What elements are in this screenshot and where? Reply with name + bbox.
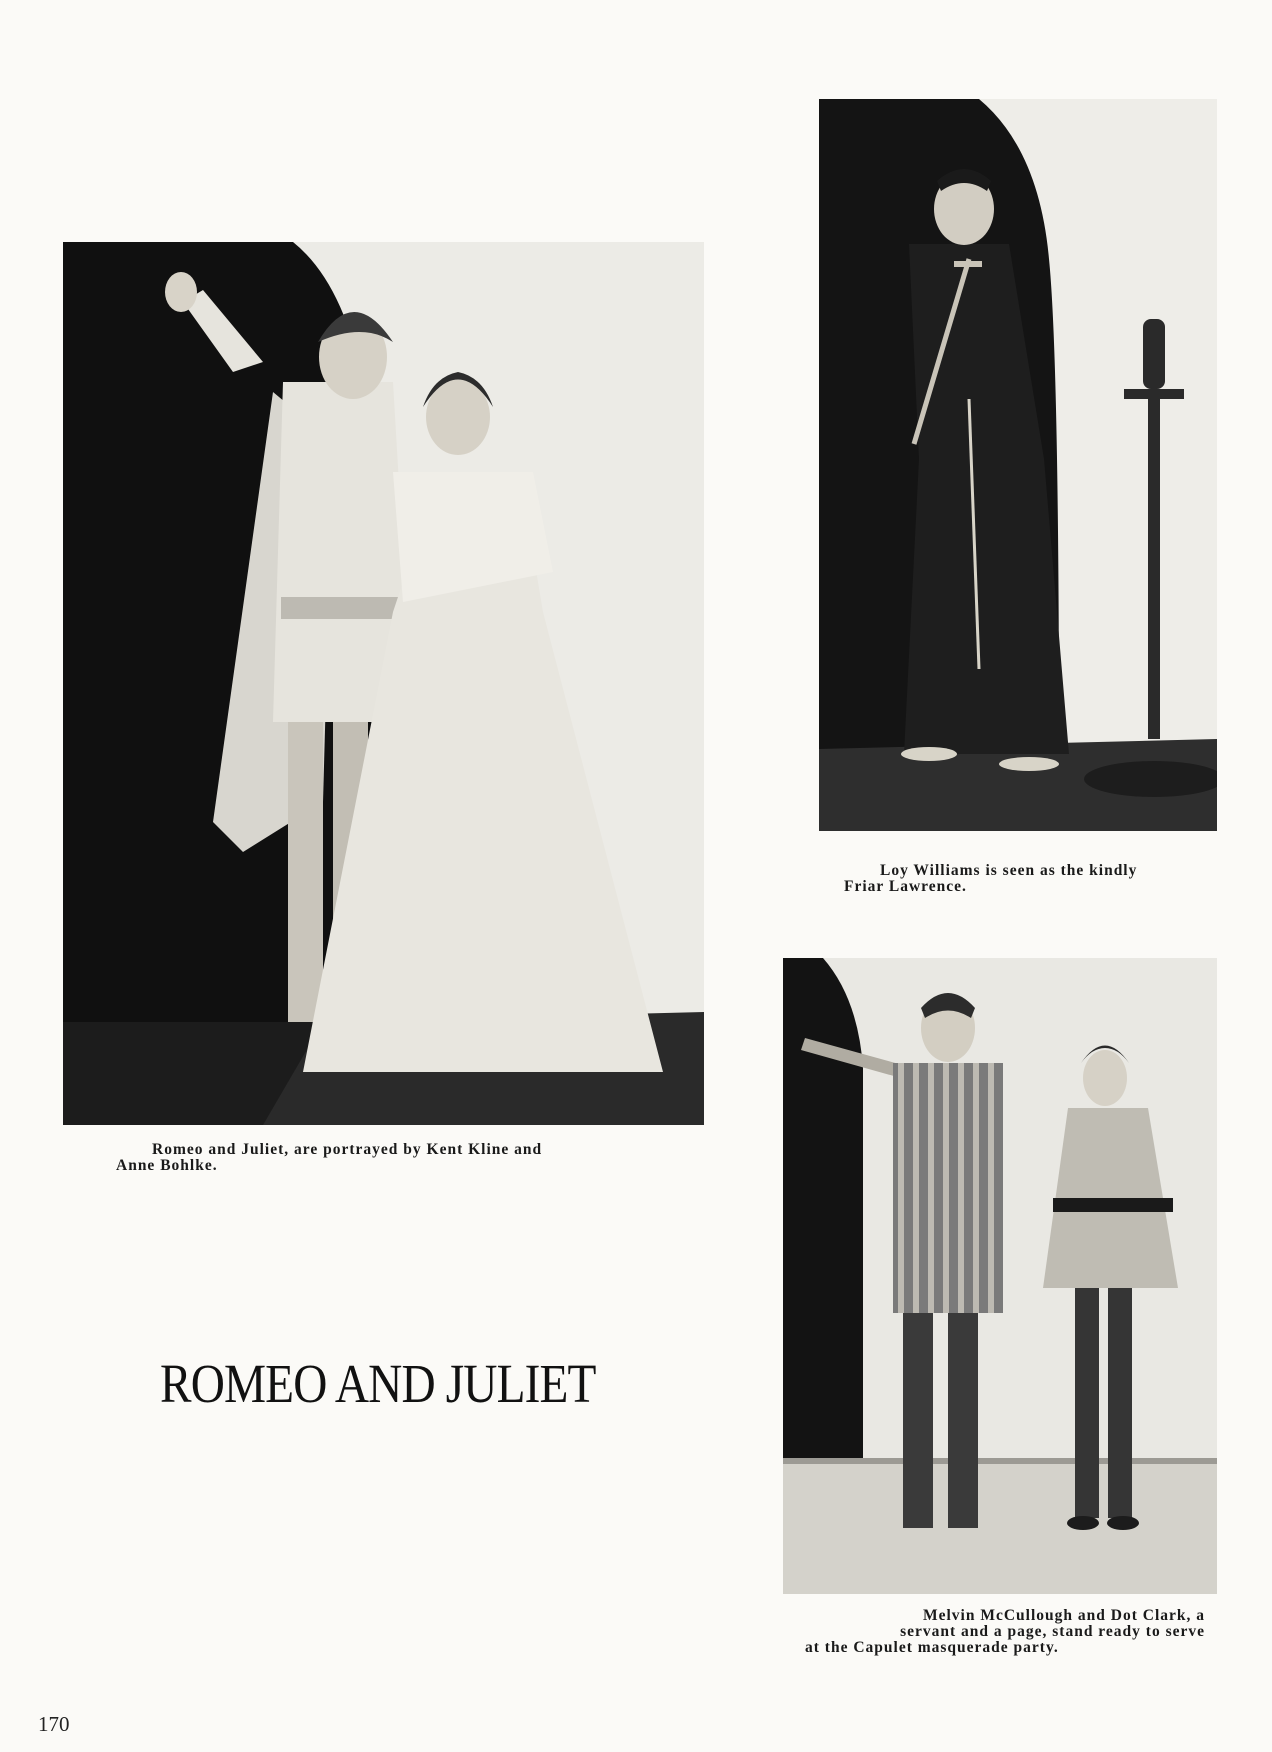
romeo-juliet-image: [63, 242, 704, 1125]
caption-friar-lawrence: [844, 862, 1210, 895]
page-number: 170: [38, 1712, 70, 1736]
servant-page-image: [783, 958, 1217, 1594]
caption-line: Loy Williams is seen as the kindly: [880, 862, 1138, 879]
photo-friar-lawrence: [819, 99, 1217, 831]
caption-line: Anne Bohlke.: [116, 1157, 218, 1174]
caption-line: Friar Lawrence.: [844, 878, 967, 895]
caption-line: at the Capulet masquerade party.: [805, 1639, 1059, 1656]
caption-line: servant and a page, stand ready to serve: [900, 1623, 1205, 1640]
friar-lawrence-image: [819, 99, 1217, 831]
page-title: ROMEO AND JULIET: [160, 1353, 596, 1414]
caption-line: Romeo and Juliet, are portrayed by Kent Kline and: [152, 1141, 543, 1158]
caption-romeo-juliet: [116, 1141, 652, 1174]
caption-servant-page: [805, 1608, 1205, 1656]
caption-line: Melvin McCullough and Dot Clark, a: [922, 1607, 1205, 1624]
photo-romeo-juliet: [63, 242, 704, 1125]
photo-servant-page: [783, 958, 1217, 1594]
